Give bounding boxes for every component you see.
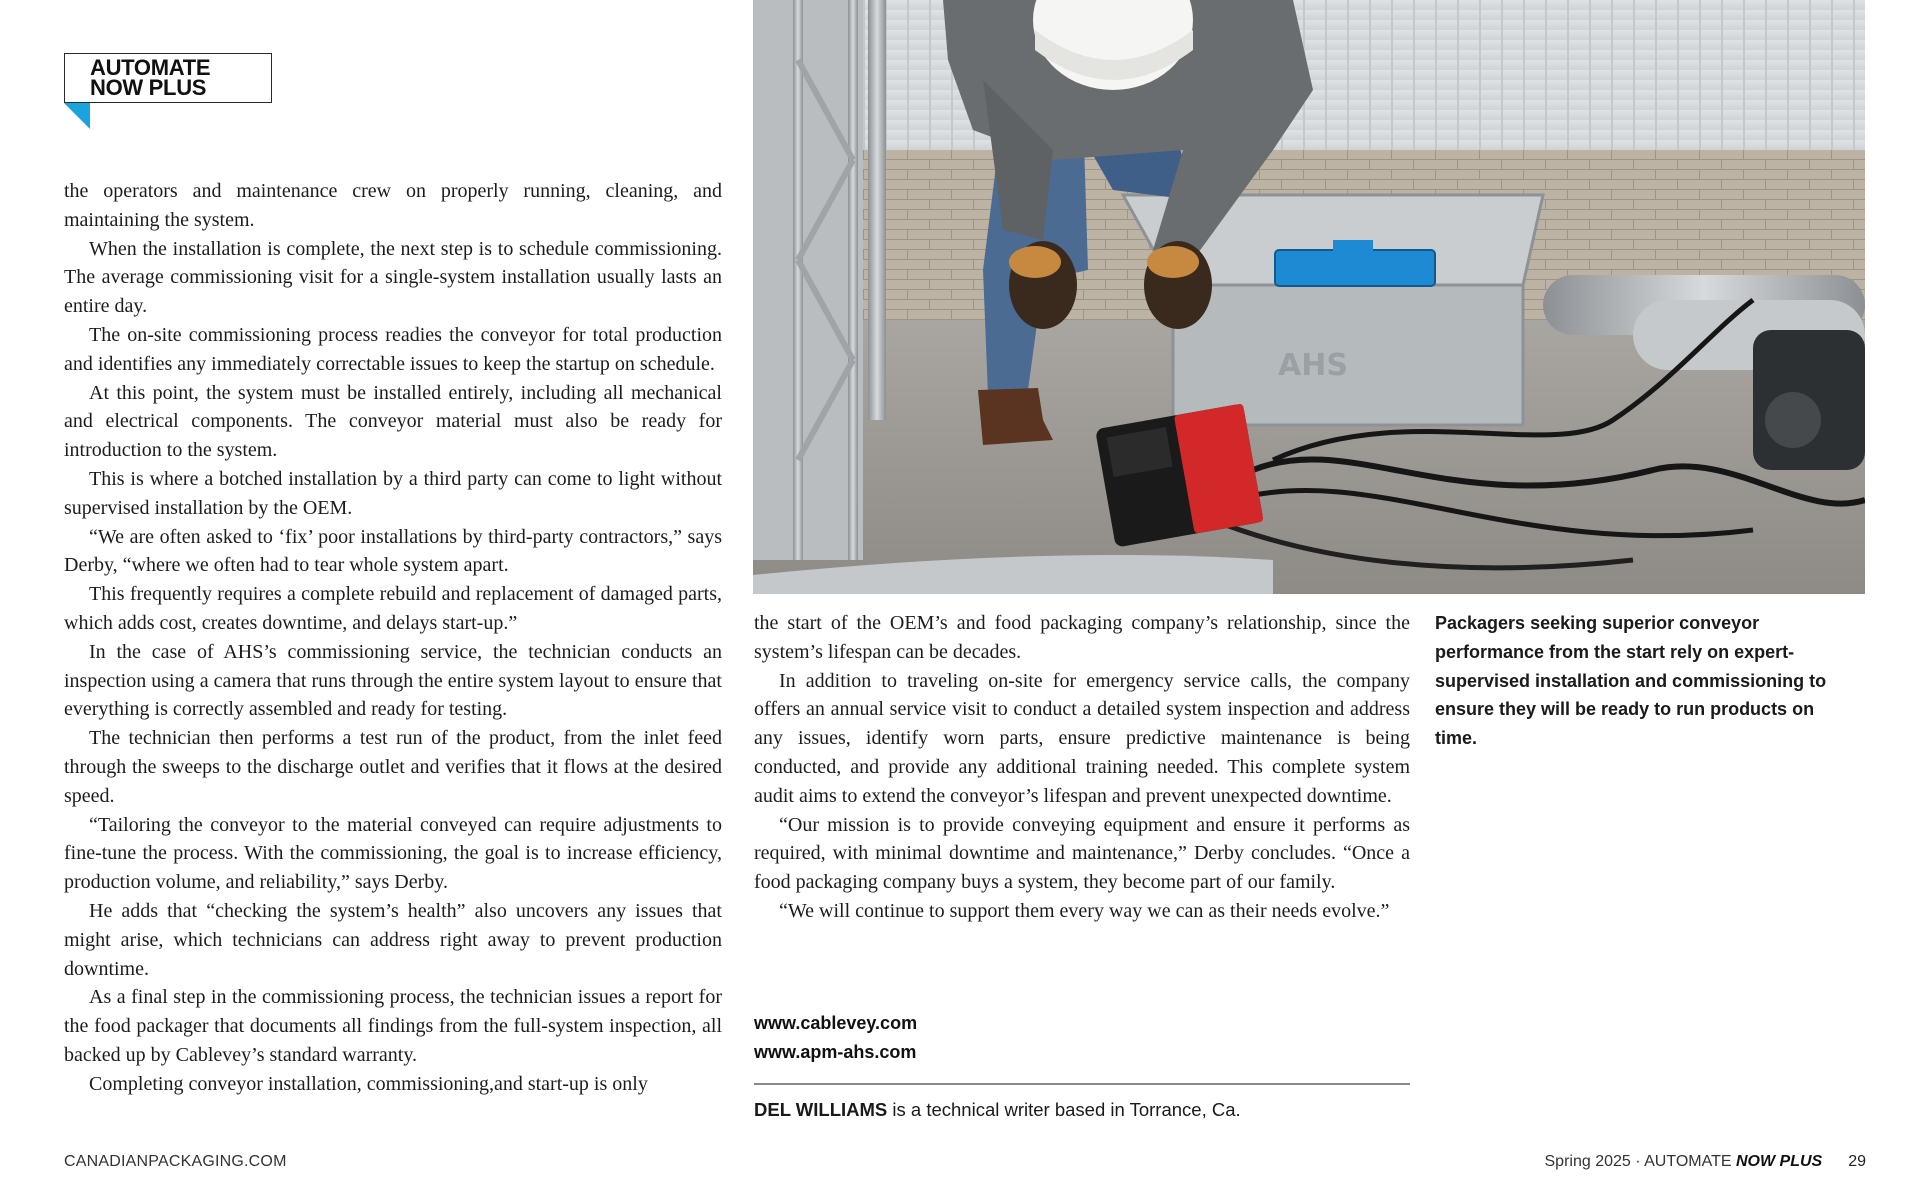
paragraph: At this point, the system must be installed entirely, including all mechanical and electrical components. The conveyor material must also be ready for introduction to the system.: [64, 381, 722, 462]
photo-caption: Packagers seeking superior conveyor performance from the start rely on expert-supervised installation and commissioning to ensure they will be ready to run products on time.: [1435, 613, 1827, 749]
paragraph: This frequently requires a complete rebuild and replacement of damaged parts, which adds cost, creates downtime, and delays start-up.”: [64, 583, 722, 634]
paragraph: “We are often asked to ‘fix’ poor installations by third-party contractors,” says Derby, “where we often had to tear whole system apart.: [64, 525, 722, 577]
masthead-logo: [64, 53, 272, 103]
paragraph: This is where a botched installation by a third party can come to light without supervised installation by the OEM.: [64, 467, 722, 519]
author-name: DEL WILLIAMS: [754, 1099, 888, 1120]
divider-rule: [754, 1083, 1410, 1085]
paragraph: Completing conveyor installation, commissioning,and start-up is only: [89, 1072, 648, 1095]
logo-line-1: AUTOMATE: [90, 55, 211, 80]
paragraph: “We will continue to support them every way we can as their needs evolve.”: [779, 899, 1390, 922]
link-cablevey[interactable]: www.cablevey.com: [754, 1013, 918, 1033]
footer-issue: [1545, 1153, 1867, 1171]
article-column-1: [64, 177, 722, 1099]
paragraph: The technician then performs a test run of the product, from the inlet feed through the sweeps to the discharge outlet and verifies that it flows at the desired speed.: [64, 727, 722, 807]
paragraph: “Our mission is to provide conveying equipment and ensure it performs as required, with minimal downtime and maintenance,” Derby concludes. “Once a food packaging company buys a system, they become part of our family.: [754, 813, 1410, 894]
footer-brand: NOW PLUS: [1735, 1153, 1823, 1170]
paragraph: the operators and maintenance crew on properly running, cleaning, and maintaining the system.: [64, 180, 722, 231]
paragraph: “Tailoring the conveyor to the material conveyed can require adjustments to fine-tune the process. With the commissioning, the goal is to increase efficiency, production volume, and reliability,” says Derby.: [64, 813, 722, 894]
link-apm-ahs[interactable]: www.apm-ahs.com: [754, 1041, 917, 1062]
article-column-2: [754, 609, 1410, 926]
paragraph: As a final step in the commissioning process, the technician issues a report for the food packager that documents all findings from the full-system inspection, all backed up by Cablevey’s standard warranty.: [64, 986, 722, 1066]
paragraph: In the case of AHS’s commissioning service, the technician conducts an inspection using a camera that runs through the entire system layout to ensure that everything is correctly assembled and ready for testing.: [64, 640, 722, 721]
paragraph: He adds that “checking the system’s health” also uncovers any issues that might arise, which technicians can address right away to prevent production downtime.: [64, 899, 722, 980]
paragraph: In addition to traveling on-site for emergency service calls, the company offers an annual service visit to conduct a detailed system inspection and address any issues, identify worn parts, ensure predictive maintenance is being conducted, and provide any additional training needed. This complete system audit aims to extend the conveyor’s lifespan and prevent unexpected downtime.: [754, 669, 1410, 807]
logo-accent-triangle: [64, 103, 90, 129]
paragraph: the start of the OEM’s and food packaging company’s relationship, since the system’s lifespan can be decades.: [754, 612, 1410, 663]
author-bio: [754, 1096, 1454, 1124]
logo-line-2: NOW PLUS: [90, 75, 207, 100]
author-bio-text: is a technical writer based in Torrance, Ca.: [887, 1099, 1241, 1120]
article-photo: [753, 0, 1865, 594]
paragraph: The on-site commissioning process readies the conveyor for total production and identifies any immediately correctable issues to keep the startup on schedule.: [64, 323, 722, 375]
logo-text: [90, 55, 211, 100]
footer-site: CANADIANPACKAGING.COM: [64, 1153, 287, 1170]
photo-technician-conveyor-illustration: [753, 0, 1865, 594]
paragraph: When the installation is complete, the next step is to schedule commissioning. The average commissioning visit for a single-system installation usually lasts an entire day.: [64, 237, 722, 318]
article-links: [754, 1009, 917, 1067]
page-number: 29: [1848, 1153, 1866, 1170]
footer-issue-text: Spring 2025 · AUTOMATE: [1544, 1153, 1736, 1170]
svg-text:AHS: AHS: [1278, 348, 1348, 383]
